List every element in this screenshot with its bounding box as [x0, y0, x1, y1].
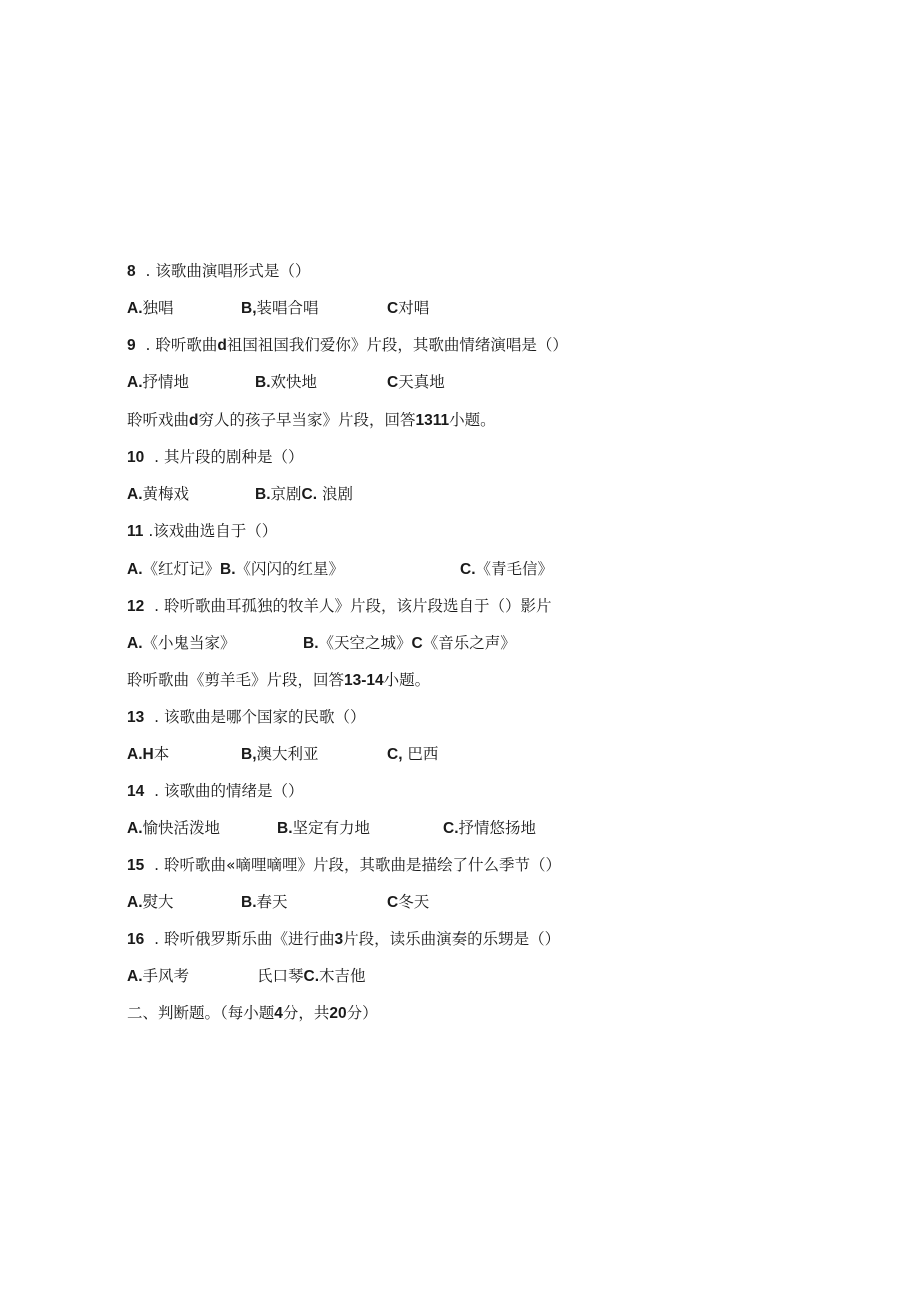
question-11 — [127, 520, 277, 543]
option-text: 本 — [153, 745, 170, 763]
points-each: 4 — [274, 1005, 283, 1022]
option-text: 抒情地 — [142, 373, 190, 391]
option-letter: A. — [127, 894, 143, 911]
option-letter: A.H — [127, 746, 154, 763]
option-letter: A. — [127, 300, 143, 317]
option-b[interactable] — [241, 297, 319, 320]
question-text: . 其片段的剧种是（） — [154, 448, 304, 466]
option-letter: B. — [255, 374, 271, 391]
option-c[interactable] — [443, 817, 536, 840]
passage-intro-2 — [127, 669, 430, 692]
option-letter: A. — [127, 968, 143, 985]
option-text: 黄梅戏 — [142, 485, 190, 503]
option-text: 熨大 — [142, 893, 174, 911]
option-a[interactable] — [127, 632, 236, 655]
question-number: 13 — [127, 709, 145, 726]
option-letter: C — [387, 374, 399, 391]
option-letter: C, — [387, 746, 403, 763]
option-text: 欢快地 — [270, 373, 318, 391]
question-16 — [127, 928, 560, 951]
option-letter: C. — [301, 486, 318, 503]
option-letter: C — [387, 300, 399, 317]
option-a[interactable] — [127, 965, 189, 988]
option-text: 《小鬼当家》 — [142, 634, 236, 652]
piece-number: 3 — [334, 931, 344, 948]
question-number: 11 — [127, 523, 144, 540]
option-letter: C. — [303, 968, 320, 985]
option-letter: C. — [460, 561, 476, 578]
option-text: 冬天 — [398, 893, 430, 911]
question-number: 8 — [127, 263, 136, 280]
option-b[interactable] — [241, 743, 319, 766]
option-letter: B. — [303, 635, 319, 652]
question-13 — [127, 706, 365, 729]
option-text: 《天空之城》 — [318, 634, 412, 652]
option-text: 坚定有力地 — [292, 819, 371, 837]
question-14 — [127, 780, 303, 803]
option-text: 巴西 — [402, 745, 439, 763]
intro-text: 聆听戏曲 — [127, 411, 190, 429]
option-letter: B, — [241, 746, 257, 763]
option-text: 《闪闪的红星》 — [235, 560, 345, 578]
option-c[interactable] — [387, 371, 445, 394]
question-8 — [127, 260, 310, 283]
option-a[interactable] — [127, 891, 174, 914]
option-letter: B. — [220, 561, 236, 578]
question-text: . 聆听歌曲«嘀哩嘀哩》片段，其歌曲是描绘了什么季节（） — [154, 856, 561, 874]
option-c[interactable] — [387, 297, 429, 320]
option-letter: A. — [127, 561, 143, 578]
question-12 — [127, 595, 551, 618]
question-text: . 聆听俄罗斯乐曲《进行曲 — [154, 930, 335, 948]
option-letter: A. — [127, 486, 143, 503]
option-a[interactable] — [127, 743, 169, 766]
option-b-c[interactable] — [257, 965, 366, 988]
option-letter: A. — [127, 635, 143, 652]
option-letter: C. — [443, 820, 459, 837]
section-text: 二、判断题。（每小题 — [127, 1004, 275, 1022]
question-number: 16 — [127, 931, 145, 948]
option-a-b[interactable] — [127, 558, 344, 581]
question-text: . 聆听歌曲 — [145, 336, 218, 354]
option-b-c[interactable] — [255, 483, 353, 506]
question-10 — [127, 446, 303, 469]
option-text: 氏口琴 — [257, 967, 304, 985]
option-letter: B, — [241, 300, 257, 317]
option-c[interactable] — [387, 891, 429, 914]
option-a[interactable] — [127, 483, 189, 506]
section-2-heading — [127, 1002, 378, 1025]
question-number: 10 — [127, 449, 145, 466]
question-9 — [127, 334, 568, 357]
option-text: 愉快活泼地 — [142, 819, 221, 837]
section-text-cont: 分，共 — [282, 1004, 330, 1022]
intro-text-end: 小题。 — [449, 411, 496, 429]
option-letter: B. — [255, 486, 271, 503]
option-a[interactable] — [127, 371, 189, 394]
option-text: 独唱 — [142, 299, 174, 317]
option-text: 澳大利亚 — [256, 745, 319, 763]
option-a[interactable] — [127, 817, 220, 840]
question-range: 1311 — [415, 412, 450, 429]
passage-intro-1 — [127, 409, 496, 432]
option-letter: B. — [277, 820, 293, 837]
section-text-end: 分） — [346, 1004, 378, 1022]
question-text-cont: 片段，读乐曲演奏的乐甥是（） — [343, 930, 561, 948]
option-text: 对唱 — [398, 299, 430, 317]
question-15 — [127, 854, 561, 877]
question-text: . 该歌曲的情绪是（） — [154, 782, 304, 800]
option-c[interactable] — [460, 558, 553, 581]
question-number: 14 — [127, 783, 145, 800]
option-text: 京剧 — [270, 485, 302, 503]
question-range: 13-14 — [344, 672, 384, 689]
intro-text-cont: 穷人的孩子早当家》片段，回答 — [198, 411, 416, 429]
question-number: 12 — [127, 598, 145, 615]
option-text: 浪剧 — [317, 485, 353, 503]
option-text: 《青毛信》 — [475, 560, 554, 578]
ocr-artifact: d — [217, 337, 227, 354]
option-text: 春天 — [256, 893, 288, 911]
option-text: 抒情悠扬地 — [458, 819, 537, 837]
option-letter: C — [387, 894, 399, 911]
option-letter: C — [411, 635, 423, 652]
question-text: . 该歌曲演唱形式是（） — [145, 262, 311, 280]
option-text: 《红灯记》 — [142, 560, 221, 578]
question-number: 9 — [127, 337, 136, 354]
ocr-artifact: d — [189, 412, 199, 429]
option-b-c[interactable] — [303, 632, 516, 655]
question-text: . 该歌曲是哪个国家的民歌（） — [154, 708, 366, 726]
intro-text-end: 小题。 — [383, 671, 431, 689]
question-text: . 聆听歌曲耳孤独的牧羊人》片段，该片段选自于（）影片 — [154, 597, 552, 615]
option-text: 《音乐之声》 — [422, 634, 516, 652]
option-letter: A. — [127, 820, 143, 837]
question-text-cont: 祖国祖国我们爱你》片段，其歌曲情绪演唱是（） — [226, 336, 568, 354]
option-b[interactable] — [241, 891, 288, 914]
option-text: 装唱合唱 — [256, 299, 319, 317]
option-text: 木吉他 — [319, 967, 366, 985]
option-letter: A. — [127, 374, 143, 391]
option-text: 手风考 — [142, 967, 190, 985]
option-b[interactable] — [255, 371, 317, 394]
question-number: 15 — [127, 857, 145, 874]
question-text: .该戏曲选自于（） — [148, 522, 278, 540]
option-letter: B. — [241, 894, 257, 911]
option-text: 天真地 — [398, 373, 445, 391]
option-c[interactable] — [387, 743, 438, 766]
intro-text: 聆听歌曲《剪羊毛》片段，回答 — [127, 671, 345, 689]
option-b[interactable] — [277, 817, 370, 840]
option-a[interactable] — [127, 297, 174, 320]
points-total: 20 — [329, 1005, 347, 1022]
